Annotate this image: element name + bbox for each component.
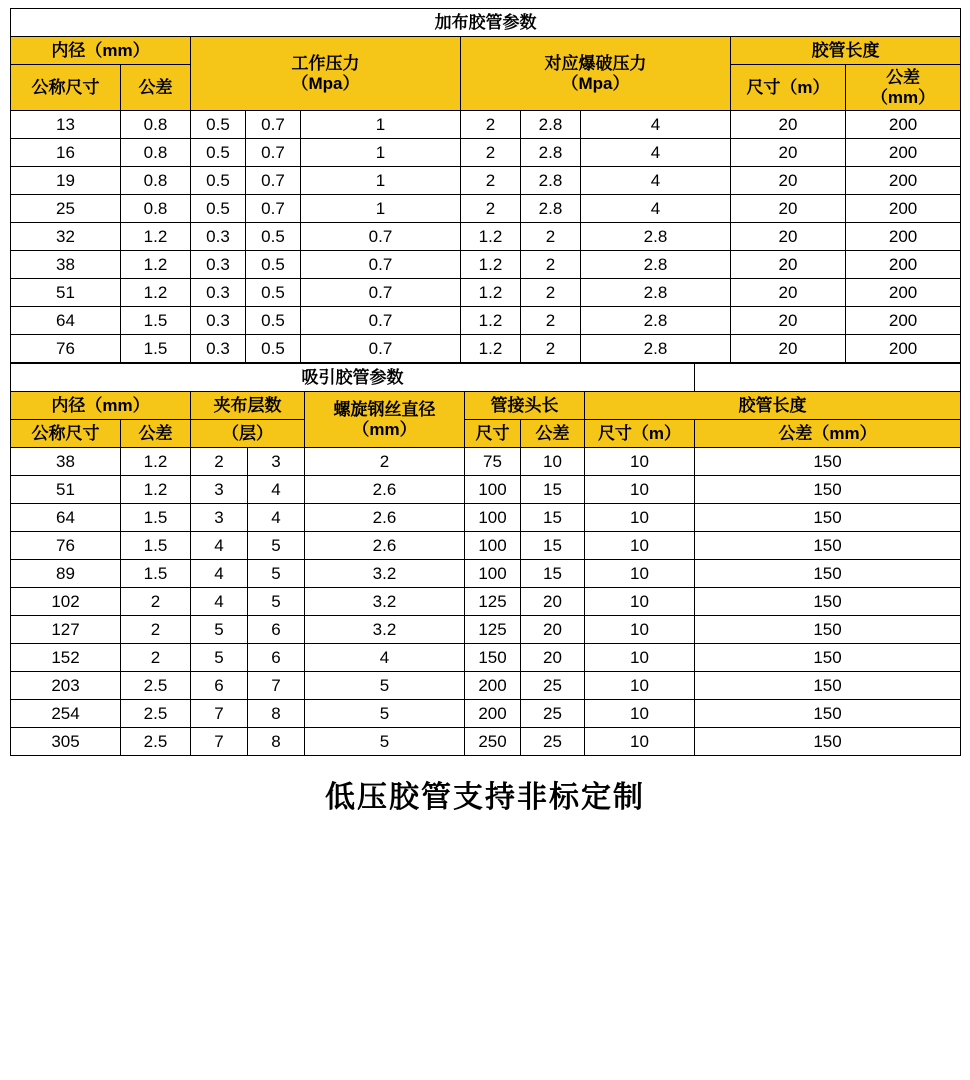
table-row <box>11 448 961 476</box>
cell-ply-min: 4 <box>191 532 248 560</box>
cell-tolerance: 1.2 <box>121 476 191 504</box>
header-working-pressure <box>191 37 461 111</box>
header-inner-diameter: 内径（mm） <box>11 37 191 65</box>
cell-length-tol: 150 <box>695 560 961 588</box>
cell-bp1: 2 <box>461 139 521 167</box>
cell-bp2: 2 <box>521 223 581 251</box>
cell-joint-size: 125 <box>465 616 521 644</box>
cell-joint-tolerance: 20 <box>521 644 585 672</box>
cell-length-tol: 150 <box>695 532 961 560</box>
cell-wire-diameter: 4 <box>305 644 465 672</box>
cell-wire-diameter: 3.2 <box>305 588 465 616</box>
cell-bp3: 4 <box>581 195 731 223</box>
cell-wire-diameter: 5 <box>305 700 465 728</box>
cell-length: 20 <box>731 223 846 251</box>
cell-bp3: 2.8 <box>581 307 731 335</box>
cell-tolerance: 2 <box>121 588 191 616</box>
cell-length: 10 <box>585 616 695 644</box>
cell-length: 10 <box>585 532 695 560</box>
cell-bp2: 2 <box>521 279 581 307</box>
cell-nominal: 76 <box>11 335 121 363</box>
cell-ply-max: 8 <box>248 728 305 756</box>
cell-nominal: 16 <box>11 139 121 167</box>
table-suction-hose <box>10 363 961 756</box>
cell-length: 10 <box>585 588 695 616</box>
cell-tolerance: 2.5 <box>121 672 191 700</box>
table-row <box>11 139 961 167</box>
cell-bp3: 4 <box>581 167 731 195</box>
table-row <box>11 279 961 307</box>
cell-nominal: 64 <box>11 307 121 335</box>
cell-wp2: 0.7 <box>246 195 301 223</box>
cell-joint-tolerance: 25 <box>521 728 585 756</box>
header-nominal-size: 公称尺寸 <box>11 420 121 448</box>
header-length-size: 尺寸（m） <box>585 420 695 448</box>
cell-ply-max: 7 <box>248 672 305 700</box>
cell-length: 10 <box>585 560 695 588</box>
cell-tolerance: 1.2 <box>121 251 191 279</box>
cell-length: 20 <box>731 335 846 363</box>
header-joint-tolerance: 公差 <box>521 420 585 448</box>
cell-wire-diameter: 2.6 <box>305 504 465 532</box>
cell-tolerance: 1.2 <box>121 223 191 251</box>
cell-joint-tolerance: 15 <box>521 476 585 504</box>
cell-tolerance: 0.8 <box>121 111 191 139</box>
cell-ply-max: 8 <box>248 700 305 728</box>
cell-length: 20 <box>731 195 846 223</box>
table-row <box>11 560 961 588</box>
cell-nominal: 51 <box>11 476 121 504</box>
cell-ply-min: 5 <box>191 616 248 644</box>
table-row <box>11 532 961 560</box>
cell-wire-diameter: 5 <box>305 672 465 700</box>
header-working-pressure-line2: （Mpa） <box>291 73 360 93</box>
cell-nominal: 19 <box>11 167 121 195</box>
table1-title: 加布胶管参数 <box>11 9 961 37</box>
header-ply-unit: （层） <box>191 420 305 448</box>
cell-ply-min: 7 <box>191 700 248 728</box>
cell-bp1: 1.2 <box>461 223 521 251</box>
cell-nominal: 76 <box>11 532 121 560</box>
header-inner-diameter: 内径（mm） <box>11 392 191 420</box>
cell-length: 10 <box>585 700 695 728</box>
cell-nominal: 25 <box>11 195 121 223</box>
cell-length-tol: 150 <box>695 476 961 504</box>
cell-bp1: 1.2 <box>461 307 521 335</box>
header-joint-length: 管接头长 <box>465 392 585 420</box>
header-hose-length: 胶管长度 <box>585 392 961 420</box>
cell-tolerance: 2.5 <box>121 728 191 756</box>
cell-length: 10 <box>585 476 695 504</box>
header-wire-diameter-line1: 螺旋钢丝直径 <box>333 400 436 420</box>
cell-length: 20 <box>731 139 846 167</box>
cell-joint-size: 250 <box>465 728 521 756</box>
cell-tolerance: 1.5 <box>121 335 191 363</box>
cell-length: 10 <box>585 504 695 532</box>
cell-nominal: 152 <box>11 644 121 672</box>
cell-nominal: 32 <box>11 223 121 251</box>
cell-joint-size: 75 <box>465 448 521 476</box>
cell-tolerance: 2 <box>121 616 191 644</box>
cell-nominal: 102 <box>11 588 121 616</box>
cell-joint-tolerance: 15 <box>521 504 585 532</box>
cell-nominal: 51 <box>11 279 121 307</box>
header-joint-size: 尺寸 <box>465 420 521 448</box>
cell-ply-max: 5 <box>248 560 305 588</box>
cell-ply-min: 2 <box>191 448 248 476</box>
cell-bp2: 2 <box>521 251 581 279</box>
cell-wp1: 0.5 <box>191 195 246 223</box>
cell-wire-diameter: 3.2 <box>305 560 465 588</box>
cell-wp2: 0.7 <box>246 111 301 139</box>
cell-bp1: 2 <box>461 195 521 223</box>
table-row <box>11 195 961 223</box>
cell-wp3: 0.7 <box>301 251 461 279</box>
cell-tolerance: 1.2 <box>121 279 191 307</box>
cell-bp1: 1.2 <box>461 251 521 279</box>
cell-ply-max: 6 <box>248 644 305 672</box>
cell-tolerance: 2.5 <box>121 700 191 728</box>
cell-length-tol: 150 <box>695 504 961 532</box>
table-row <box>11 504 961 532</box>
cell-bp3: 4 <box>581 139 731 167</box>
cell-joint-tolerance: 15 <box>521 532 585 560</box>
cell-wp2: 0.5 <box>246 223 301 251</box>
cell-joint-size: 100 <box>465 504 521 532</box>
header-wire-diameter-line2: （mm） <box>352 419 417 439</box>
table-row <box>11 588 961 616</box>
table2-title-row <box>11 364 961 392</box>
table2-header-row-2 <box>11 420 961 448</box>
cell-length-tol: 150 <box>695 672 961 700</box>
cell-bp3: 2.8 <box>581 335 731 363</box>
cell-length: 10 <box>585 448 695 476</box>
cell-wp3: 0.7 <box>301 335 461 363</box>
header-length-size: 尺寸（m） <box>731 65 846 111</box>
cell-tolerance: 2 <box>121 644 191 672</box>
cell-joint-size: 200 <box>465 672 521 700</box>
cell-bp2: 2.8 <box>521 167 581 195</box>
cell-ply-max: 4 <box>248 504 305 532</box>
cell-length: 20 <box>731 251 846 279</box>
table-header-row-1 <box>11 37 961 65</box>
cell-length: 20 <box>731 167 846 195</box>
header-length-tolerance-line2: （mm） <box>870 87 936 107</box>
header-length-tolerance: 公差（mm） <box>695 420 961 448</box>
cell-length-tol: 200 <box>846 111 961 139</box>
cell-length-tol: 200 <box>846 167 961 195</box>
cell-length-tol: 200 <box>846 223 961 251</box>
cell-tolerance: 0.8 <box>121 195 191 223</box>
cell-length-tol: 150 <box>695 728 961 756</box>
cell-wp1: 0.3 <box>191 307 246 335</box>
cell-tolerance: 0.8 <box>121 139 191 167</box>
table-row <box>11 672 961 700</box>
cell-ply-min: 6 <box>191 672 248 700</box>
table-title-row <box>11 9 961 37</box>
title-filler <box>695 364 961 392</box>
header-nominal-size: 公称尺寸 <box>11 65 121 111</box>
cell-tolerance: 1.2 <box>121 448 191 476</box>
header-burst-pressure-line1: 对应爆破压力 <box>544 54 647 73</box>
cell-wire-diameter: 2.6 <box>305 476 465 504</box>
cell-length-tol: 150 <box>695 588 961 616</box>
cell-joint-size: 150 <box>465 644 521 672</box>
cell-wp2: 0.5 <box>246 251 301 279</box>
cell-joint-tolerance: 20 <box>521 588 585 616</box>
cell-length-tol: 200 <box>846 195 961 223</box>
cell-ply-min: 7 <box>191 728 248 756</box>
cell-joint-tolerance: 20 <box>521 616 585 644</box>
header-burst-pressure-line2: （Mpa） <box>561 73 630 93</box>
cell-ply-max: 5 <box>248 588 305 616</box>
cell-nominal: 38 <box>11 251 121 279</box>
cell-ply-min: 4 <box>191 560 248 588</box>
table-row <box>11 111 961 139</box>
header-length-tolerance <box>846 65 961 111</box>
cell-nominal: 13 <box>11 111 121 139</box>
cell-nominal: 305 <box>11 728 121 756</box>
cell-length: 10 <box>585 728 695 756</box>
cell-nominal: 203 <box>11 672 121 700</box>
cell-bp1: 1.2 <box>461 335 521 363</box>
cell-bp3: 2.8 <box>581 279 731 307</box>
table-row <box>11 476 961 504</box>
cell-bp1: 2 <box>461 167 521 195</box>
cell-ply-max: 6 <box>248 616 305 644</box>
cell-wp3: 1 <box>301 195 461 223</box>
cell-joint-size: 100 <box>465 560 521 588</box>
cell-ply-min: 3 <box>191 476 248 504</box>
cell-length-tol: 200 <box>846 279 961 307</box>
cell-length-tol: 200 <box>846 139 961 167</box>
cell-wp2: 0.5 <box>246 335 301 363</box>
cell-wire-diameter: 2 <box>305 448 465 476</box>
header-length-tolerance-line1: 公差 <box>886 68 921 87</box>
cell-wp2: 0.7 <box>246 139 301 167</box>
cell-joint-tolerance: 10 <box>521 448 585 476</box>
cell-wire-diameter: 5 <box>305 728 465 756</box>
cell-wp1: 0.5 <box>191 139 246 167</box>
cell-bp2: 2.8 <box>521 111 581 139</box>
cell-wp2: 0.5 <box>246 307 301 335</box>
cell-bp3: 2.8 <box>581 223 731 251</box>
cell-bp2: 2.8 <box>521 195 581 223</box>
cell-length: 10 <box>585 644 695 672</box>
table-row <box>11 307 961 335</box>
table-row <box>11 167 961 195</box>
header-tolerance: 公差 <box>121 420 191 448</box>
cell-tolerance: 1.5 <box>121 504 191 532</box>
cell-nominal: 38 <box>11 448 121 476</box>
cell-joint-size: 100 <box>465 476 521 504</box>
table2-header-row-1 <box>11 392 961 420</box>
cell-nominal: 127 <box>11 616 121 644</box>
cell-wire-diameter: 3.2 <box>305 616 465 644</box>
table-row <box>11 223 961 251</box>
cell-bp2: 2.8 <box>521 139 581 167</box>
cell-joint-size: 100 <box>465 532 521 560</box>
cell-tolerance: 1.5 <box>121 532 191 560</box>
cell-length: 20 <box>731 307 846 335</box>
cell-wp3: 0.7 <box>301 307 461 335</box>
cell-nominal: 64 <box>11 504 121 532</box>
header-tolerance: 公差 <box>121 65 191 111</box>
cell-joint-tolerance: 15 <box>521 560 585 588</box>
cell-bp3: 2.8 <box>581 251 731 279</box>
header-burst-pressure <box>461 37 731 111</box>
cell-wp1: 0.3 <box>191 251 246 279</box>
header-working-pressure-line1: 工作压力 <box>291 54 360 73</box>
cell-length: 20 <box>731 111 846 139</box>
cell-length-tol: 200 <box>846 335 961 363</box>
cell-bp1: 2 <box>461 111 521 139</box>
cell-length-tol: 200 <box>846 307 961 335</box>
header-hose-length: 胶管长度 <box>731 37 961 65</box>
cell-length-tol: 150 <box>695 448 961 476</box>
table-row <box>11 335 961 363</box>
cell-ply-min: 5 <box>191 644 248 672</box>
cell-wp2: 0.7 <box>246 167 301 195</box>
cell-wp3: 1 <box>301 139 461 167</box>
cell-length: 10 <box>585 672 695 700</box>
cell-wp1: 0.3 <box>191 335 246 363</box>
cell-nominal: 89 <box>11 560 121 588</box>
cell-tolerance: 1.5 <box>121 560 191 588</box>
cell-ply-max: 5 <box>248 532 305 560</box>
table-row <box>11 644 961 672</box>
cell-ply-min: 3 <box>191 504 248 532</box>
cell-length: 20 <box>731 279 846 307</box>
cell-joint-tolerance: 25 <box>521 700 585 728</box>
cell-bp1: 1.2 <box>461 279 521 307</box>
cell-joint-tolerance: 25 <box>521 672 585 700</box>
cell-length-tol: 200 <box>846 251 961 279</box>
cell-wp3: 1 <box>301 111 461 139</box>
cell-joint-size: 200 <box>465 700 521 728</box>
cell-wp1: 0.3 <box>191 279 246 307</box>
cell-bp2: 2 <box>521 335 581 363</box>
cell-wp1: 0.3 <box>191 223 246 251</box>
header-wire-diameter <box>305 392 465 448</box>
cell-wp1: 0.5 <box>191 111 246 139</box>
cell-wp1: 0.5 <box>191 167 246 195</box>
table-row <box>11 616 961 644</box>
cell-length-tol: 150 <box>695 700 961 728</box>
cell-wire-diameter: 2.6 <box>305 532 465 560</box>
cell-tolerance: 0.8 <box>121 167 191 195</box>
cell-wp3: 0.7 <box>301 223 461 251</box>
table-row <box>11 251 961 279</box>
cell-wp2: 0.5 <box>246 279 301 307</box>
cell-wp3: 1 <box>301 167 461 195</box>
table2-title: 吸引胶管参数 <box>11 364 695 392</box>
cell-bp2: 2 <box>521 307 581 335</box>
table-row <box>11 728 961 756</box>
footer-note: 低压胶管支持非标定制 <box>325 781 645 815</box>
table-row <box>11 700 961 728</box>
cell-ply-min: 4 <box>191 588 248 616</box>
cell-wp3: 0.7 <box>301 279 461 307</box>
cell-nominal: 254 <box>11 700 121 728</box>
cell-bp3: 4 <box>581 111 731 139</box>
cell-tolerance: 1.5 <box>121 307 191 335</box>
header-ply-count: 夹布层数 <box>191 392 305 420</box>
cell-ply-max: 3 <box>248 448 305 476</box>
cell-length-tol: 150 <box>695 616 961 644</box>
cell-ply-max: 4 <box>248 476 305 504</box>
cell-joint-size: 125 <box>465 588 521 616</box>
table-cloth-reinforced-hose <box>10 8 961 363</box>
cell-length-tol: 150 <box>695 644 961 672</box>
